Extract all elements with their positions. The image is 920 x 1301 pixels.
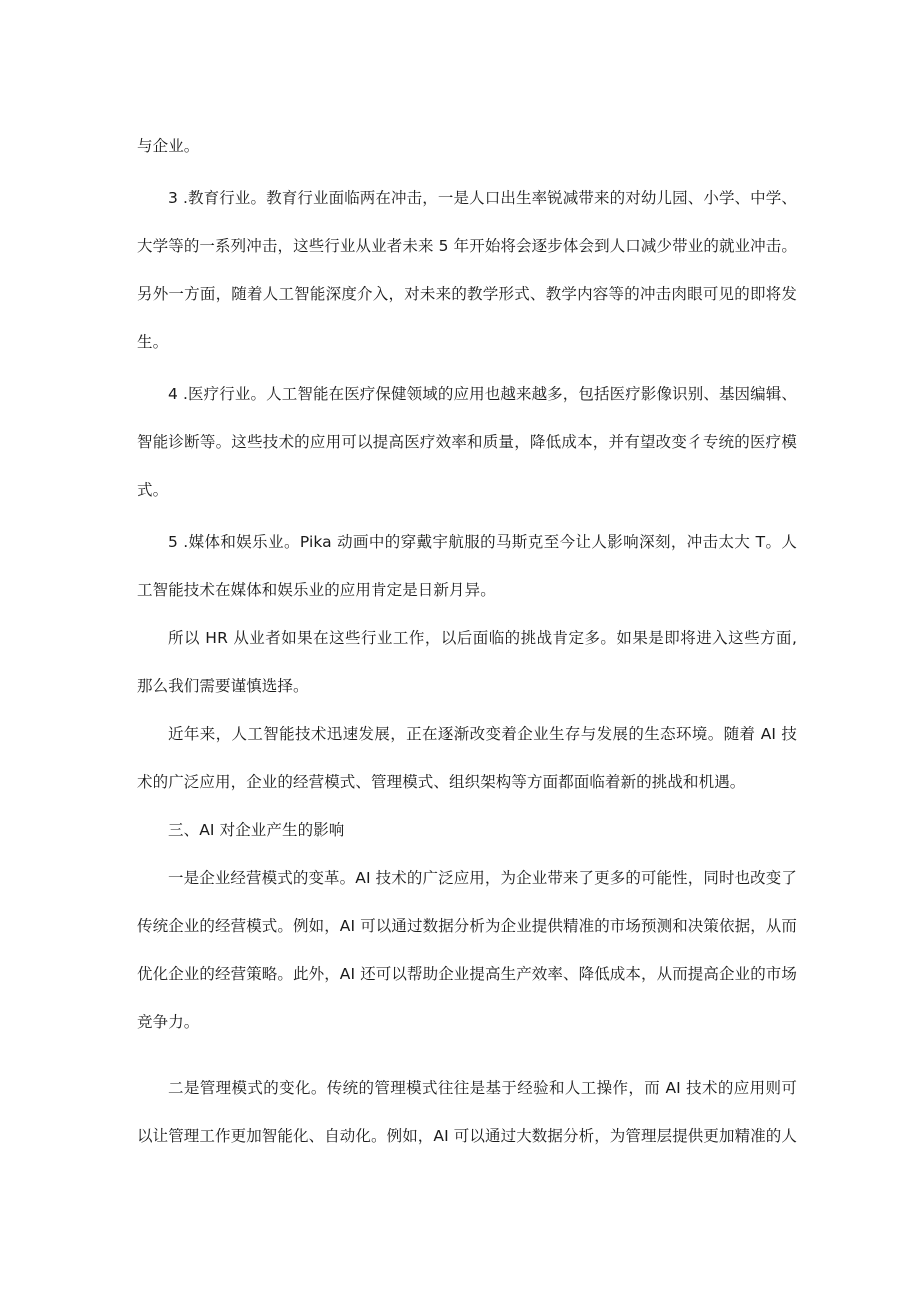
document-body bbox=[137, 122, 797, 1160]
paragraph-continuation: 与企业。 bbox=[137, 137, 200, 155]
section-heading: 三、AI 对企业产生的影响 bbox=[168, 821, 345, 839]
paragraph-medical: 4 .医疗行业。人工智能在医疗保健领域的应用也越来越多，包括医疗影像识别、基因编辑、智能诊断等。这些技术的应用可以提高医疗效率和质量，降低成本，并有望改变彳专统的医疗模式。 bbox=[137, 385, 797, 499]
paragraph-business-model: 一是企业经营模式的变革。AI 技术的广泛应用，为企业带来了更多的可能性，同时也改变了传统企业的经营模式。例如，AI 可以通过数据分析为企业提供精准的市场预测和决策依据，从而优化企业的经营策略。此外，AI 还可以帮助企业提高生产效率、降低成本，从而提高企业的市场竞争力。 bbox=[137, 869, 798, 1031]
paragraph-management-model: 二是管理模式的变化。传统的管理模式往往是基于经验和人工操作，而 AI 技术的应用则可以让管理工作更加智能化、自动化。例如，AI 可以通过大数据分析，为管理层提供更加精准的人 bbox=[137, 1079, 798, 1145]
paragraph-media: 5 .媒体和娱乐业。Pika 动画中的穿戴宇航服的马斯克至今让人影响深刻，冲击太大 T。人工智能技术在媒体和娱乐业的应用肯定是日新月异。 bbox=[137, 533, 797, 599]
paragraph-recent-years: 近年来，人工智能技术迅速发展，正在逐渐改变着企业生存与发展的生态环境。随着 AI 技术的广泛应用，企业的经营模式、管理模式、组织架构等方面都面临着新的挑战和机遇。 bbox=[137, 725, 797, 791]
paragraph-hr-advice: 所以 HR 从业者如果在这些行业工作，以后面临的挑战肯定多。如果是即将进入这些方面,那么我们需要谨慎选择。 bbox=[137, 629, 797, 695]
paragraph-education: 3 .教育行业。教育行业面临两在冲击，一是人口出生率锐减带来的对幼儿园、小学、中学、大学等的一系列冲击，这些行业从业者未来 5 年开始将会逐步体会到人口减少带业的就业冲击。另外一方面，随着人工智能深度介入，对未来的教学形式、教学内容等的冲击肉眼可见的即将发生。 bbox=[137, 189, 797, 351]
